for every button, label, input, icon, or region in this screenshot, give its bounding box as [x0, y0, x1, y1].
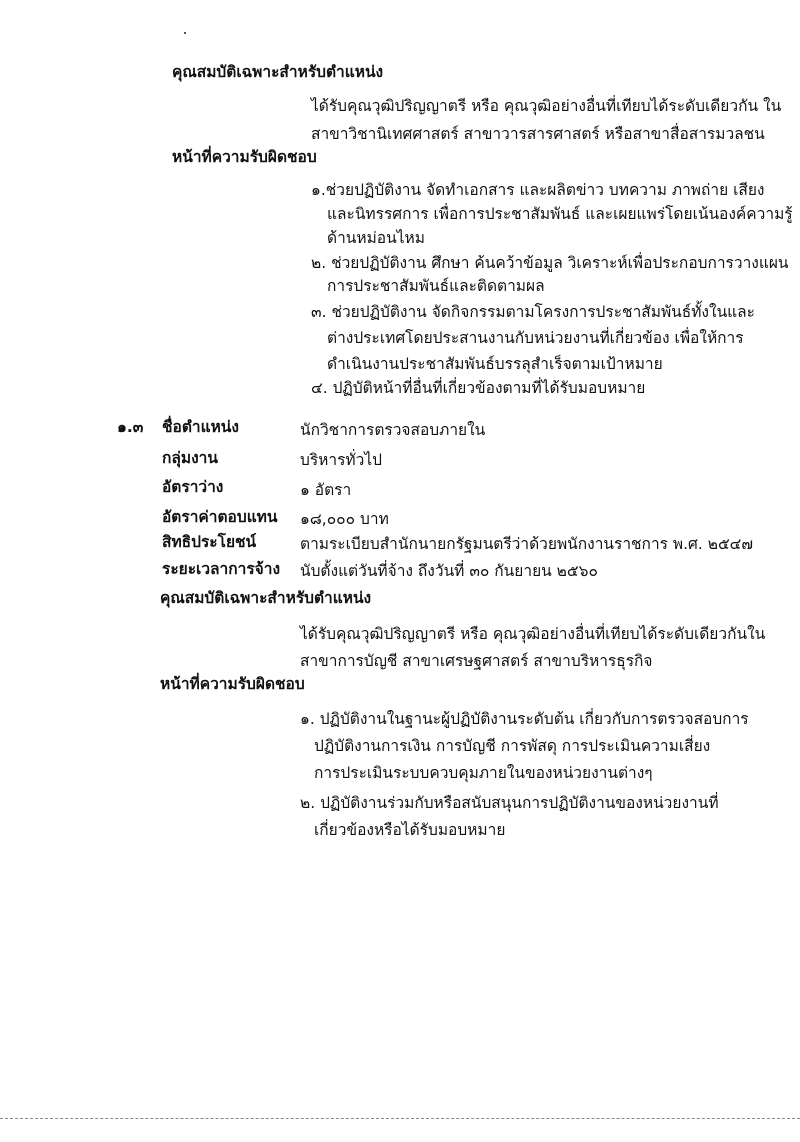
field-label-work-group: กลุ่มงาน	[162, 449, 218, 467]
section-a-duty-line: ๑.ช่วยปฏิบัติงาน จัดทำเอกสาร และผลิตข่าว บทความ ภาพถ่าย เสียง	[311, 181, 765, 199]
section-a-duty-line: ดำเนินงานประชาสัมพันธ์บรรลุสำเร็จตามเป้าหมาย	[327, 355, 663, 373]
section-b-qualification-heading: คุณสมบัติเฉพาะสำหรับตำแหน่ง	[160, 589, 372, 607]
section-a-duty-line: การประชาสัมพันธ์และติดตามผล	[327, 277, 545, 295]
field-label-compensation: อัตราค่าตอบแทน	[162, 508, 278, 526]
section-a-duty-line: และนิทรรศการ เพื่อการประชาสัมพันธ์ และเผยแพร่โดยเน้นองค์ความรู้	[327, 205, 793, 223]
section-a-qualification-line: ได้รับคุณวุฒิปริญญาตรี หรือ คุณวุฒิอย่างอื่นที่เทียบได้ระดับเดียวกัน ใน	[311, 97, 782, 115]
section-b-duty-line: ๑. ปฏิบัติงานในฐานะผู้ปฏิบัติงานระดับต้น เกี่ยวกับการตรวจสอบการ	[300, 710, 749, 728]
section-a-qualification-heading: คุณสมบัติเฉพาะสำหรับตำแหน่ง	[172, 63, 384, 81]
section-b-duty-line: เกี่ยวข้องหรือได้รับมอบหมาย	[314, 821, 506, 839]
field-value-benefits: ตามระเบียบสำนักนายกรัฐมนตรีว่าด้วยพนักงานราชการ พ.ศ. ๒๕๔๗	[300, 535, 754, 553]
section-a-duty-line: ๓. ช่วยปฏิบัติงาน จัดกิจกรรมตามโครงการประชาสัมพันธ์ทั้งในและ	[311, 303, 755, 321]
section-number: ๑.๓	[117, 418, 144, 436]
section-b-qualification-line: สาขาการบัญชี สาขาเศรษฐศาสตร์ สาขาบริหารธุรกิจ	[300, 652, 653, 670]
field-label-employment-period: ระยะเวลาการจ้าง	[162, 560, 281, 578]
scan-speck	[184, 32, 186, 34]
section-a-duty-heading: หน้าที่ความรับผิดชอบ	[172, 148, 317, 166]
section-b-duty-line: การประเมินระบบควบคุมภายในของหน่วยงานต่างๆ	[314, 764, 653, 782]
section-a-duty-line: ๒. ช่วยปฏิบัติงาน ศึกษา ค้นคว้าข้อมูล วิเคราะห์เพื่อประกอบการวางแผน	[311, 254, 789, 272]
section-b-duty-line: ๒. ปฏิบัติงานร่วมกับหรือสนับสนุนการปฏิบัติงานของหน่วยงานที่	[300, 794, 719, 812]
section-b-duty-heading: หน้าที่ความรับผิดชอบ	[160, 675, 305, 693]
section-b-duty-line: ปฏิบัติงานการเงิน การบัญชี การพัสดุ การประเมินความเสี่ยง	[314, 737, 711, 755]
field-value-employment-period: นับตั้งแต่วันที่จ้าง ถึงวันที่ ๓๐ กันยายน ๒๕๖๐	[300, 562, 598, 580]
section-a-duty-line: ต่างประเทศโดยประสานงานกับหน่วยงานที่เกี่ยวข้อง เพื่อให้การ	[327, 329, 744, 347]
field-value-compensation: ๑๘,๐๐๐ บาท	[300, 510, 389, 528]
field-label-position-name: ชื่อตำแหน่ง	[162, 418, 239, 436]
field-value-vacancy: ๑ อัตรา	[300, 481, 352, 499]
field-value-position-name: นักวิชาการตรวจสอบภายใน	[300, 421, 486, 439]
section-b-qualification-line: ได้รับคุณวุฒิปริญญาตรี หรือ คุณวุฒิอย่างอื่นที่เทียบได้ระดับเดียวกันใน	[300, 625, 766, 643]
page-bottom-edge	[0, 1118, 800, 1119]
section-a-duty-line: ๔. ปฏิบัติหน้าที่อื่นที่เกี่ยวข้องตามที่ได้รับมอบหมาย	[311, 379, 646, 397]
section-a-qualification-line: สาขาวิชานิเทศศาสตร์ สาขาวารสารศาสตร์ หรือสาขาสื่อสารมวลชน	[311, 125, 765, 143]
field-value-work-group: บริหารทั่วไป	[300, 451, 382, 469]
field-label-vacancy: อัตราว่าง	[162, 478, 224, 496]
section-a-duty-line: ด้านหม่อนไหม	[327, 229, 425, 247]
field-label-benefits: สิทธิประโยชน์	[162, 533, 257, 551]
